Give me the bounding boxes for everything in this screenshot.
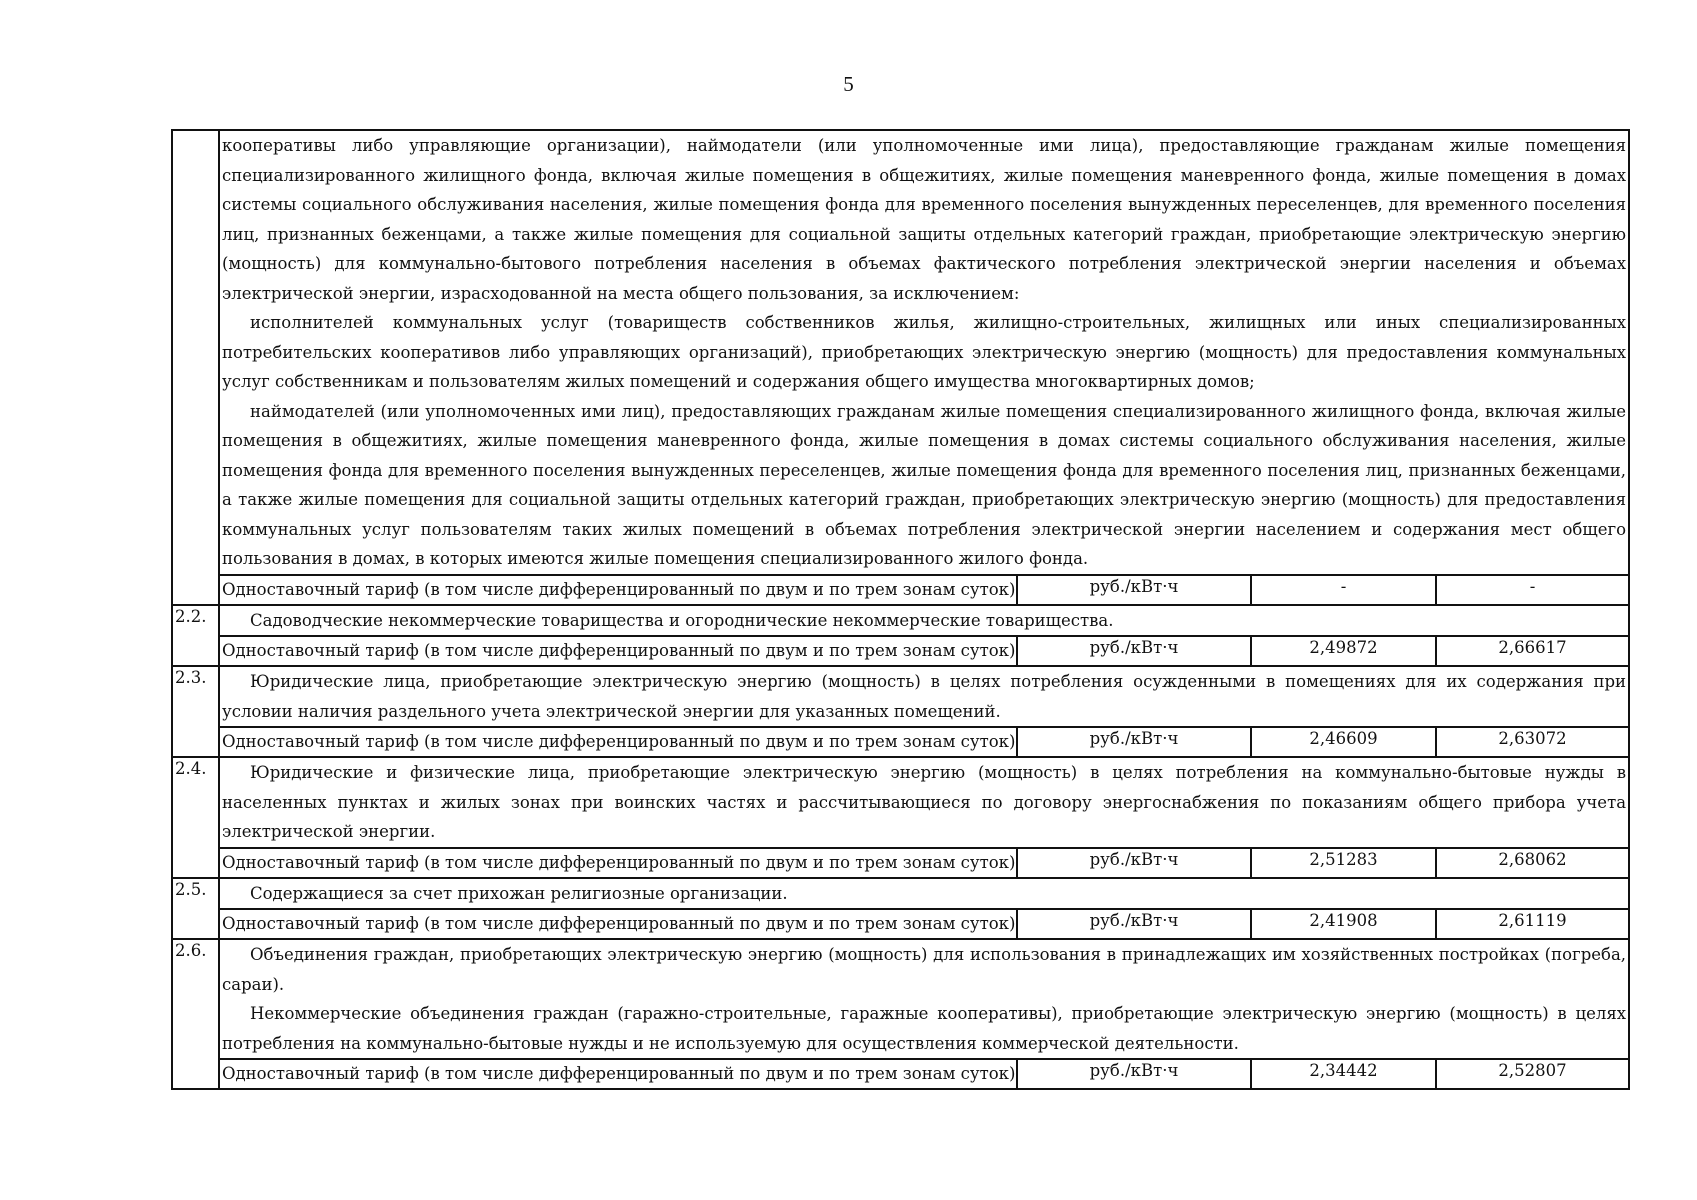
section-description [219,939,1629,1059]
tariff-label: Одноставочный тариф (в том числе дифференцированный по двум и по трем зонам суток) [219,727,1017,757]
tariff-value-2: 2,52807 [1436,1059,1629,1089]
tariff-value-2: 2,63072 [1436,727,1629,757]
description-paragraph: Садоводческие некоммерческие товарищества и огороднические некоммерческие товарищества. [250,610,1114,630]
section-number: 2.3. [172,666,219,757]
table-row [172,727,1629,757]
tariff-label: Одноставочный тариф (в том числе дифференцированный по двум и по трем зонам суток) [219,848,1017,878]
tariff-label: Одноставочный тариф (в том числе дифференцированный по двум и по трем зонам суток) [219,1059,1017,1089]
table-row [172,130,1629,575]
description-paragraph: кооперативы либо управляющие организации), наймодатели (или уполномоченные ими лица), предоставляющие гражданам жилые помещения специализированного жилищного фонда, включая жилые помещения в общежитиях, жилые помещения маневренного фонда, жилые помещения в домах системы социального обслуживания населения, жилые помещения фонда для временного поселения вынужденных переселенцев, для временного поселения лиц, признанных беженцами, а также жилые помещения для социальной защиты отдельных категорий граждан, приобретающие электрическую энергию (мощность) для коммунально-бытового потребления населения в объемах фактического потребления электрической энергии населения и объемах электрической энергии, израсходованной на места общего пользования, за исключением: [222,136,1627,303]
section-description [219,757,1629,848]
table-row [172,636,1629,666]
description-paragraph: исполнителей коммунальных услуг (товариществ собственников жилья, жилищно-строительных, жилищных или иных специализированных потребительских кооперативов либо управляющих организаций), приобретающих электрическую энергию (мощность) для предоставления коммунальных услуг собственникам и пользователям жилых помещений и содержания общего имущества многоквартирных домов; [222,313,1627,391]
tariff-value-1: 2,49872 [1251,636,1436,666]
description-paragraph: Объединения граждан, приобретающих электрическую энергию (мощность) для использования в принадлежащих им хозяйственных постройках (погреба, сараи). [222,945,1627,994]
tariff-value-1: 2,34442 [1251,1059,1436,1089]
table-row [172,1059,1629,1089]
tariff-unit: руб./кВт·ч [1017,909,1251,939]
table-row [172,757,1629,848]
table-row [172,939,1629,1059]
section-number: 2.5. [172,878,219,940]
tariff-unit: руб./кВт·ч [1017,848,1251,878]
description-paragraph: наймодателей (или уполномоченных ими лиц), предоставляющих гражданам жилые помещения специализированного жилищного фонда, включая жилые помещения в общежитиях, жилые помещения маневренного фонда, жилые помещения в домах системы социального обслуживания населения, жилые помещения фонда для временного поселения вынужденных переселенцев, жилые помещения фонда для временного поселения лиц, признанных беженцами, а также жилые помещения для социальной защиты отдельных категорий граждан, приобретающих электрическую энергию (мощность) для предоставления коммунальных услуг пользователям таких жилых помещений в объемах потребления электрической энергии населением и содержания мест общего пользования в домах, в которых имеются жилые помещения специализированного жилого фонда. [222,401,1627,568]
table-row [172,909,1629,939]
tariff-label: Одноставочный тариф (в том числе дифференцированный по двум и по трем зонам суток) [219,575,1017,605]
table-row [172,666,1629,727]
section-description [219,130,1629,575]
page-number: 5 [843,72,854,96]
section-number-cell [172,130,219,605]
description-paragraph: Юридические лица, приобретающие электрическую энергию (мощность) в целях потребления осужденными в помещениях для их содержания при условии наличия раздельного учета электрической энергии для указанных помещений. [222,672,1627,721]
table-row [172,605,1629,637]
description-paragraph: Некоммерческие объединения граждан (гаражно-строительные, гаражные кооперативы), приобретающие электрическую энергию (мощность) в целях потребления на коммунально-бытовые нужды и не используемую для осуществления коммерческой деятельности. [222,1004,1627,1053]
tariff-unit: руб./кВт·ч [1017,1059,1251,1089]
tariff-label: Одноставочный тариф (в том числе дифференцированный по двум и по трем зонам суток) [219,636,1017,666]
tariff-unit: руб./кВт·ч [1017,636,1251,666]
table-row [172,575,1629,605]
tariff-table [171,129,1630,1090]
tariff-value-1: 2,41908 [1251,909,1436,939]
tariff-value-2: 2,61119 [1436,909,1629,939]
tariff-value-2: 2,68062 [1436,848,1629,878]
tariff-value-1: - [1251,575,1436,605]
tariff-value-2: - [1436,575,1629,605]
table-row [172,878,1629,910]
section-number: 2.2. [172,605,219,667]
section-number: 2.6. [172,939,219,1089]
description-paragraph: Юридические и физические лица, приобретающие электрическую энергию (мощность) в целях потребления на коммунально-бытовые нужды в населенных пунктах и жилых зонах при воинских частях и рассчитывающиеся по договору энергоснабжения по показаниям общего прибора учета электрической энергии. [222,763,1627,841]
tariff-value-1: 2,51283 [1251,848,1436,878]
table-row [172,848,1629,878]
description-paragraph: Содержащиеся за счет прихожан религиозные организации. [250,883,788,903]
tariff-unit: руб./кВт·ч [1017,575,1251,605]
section-description [219,666,1629,727]
tariff-unit: руб./кВт·ч [1017,727,1251,757]
section-number: 2.4. [172,757,219,878]
tariff-label: Одноставочный тариф (в том числе дифференцированный по двум и по трем зонам суток) [219,909,1017,939]
section-description [219,605,1629,637]
tariff-value-2: 2,66617 [1436,636,1629,666]
section-description [219,878,1629,910]
tariff-value-1: 2,46609 [1251,727,1436,757]
